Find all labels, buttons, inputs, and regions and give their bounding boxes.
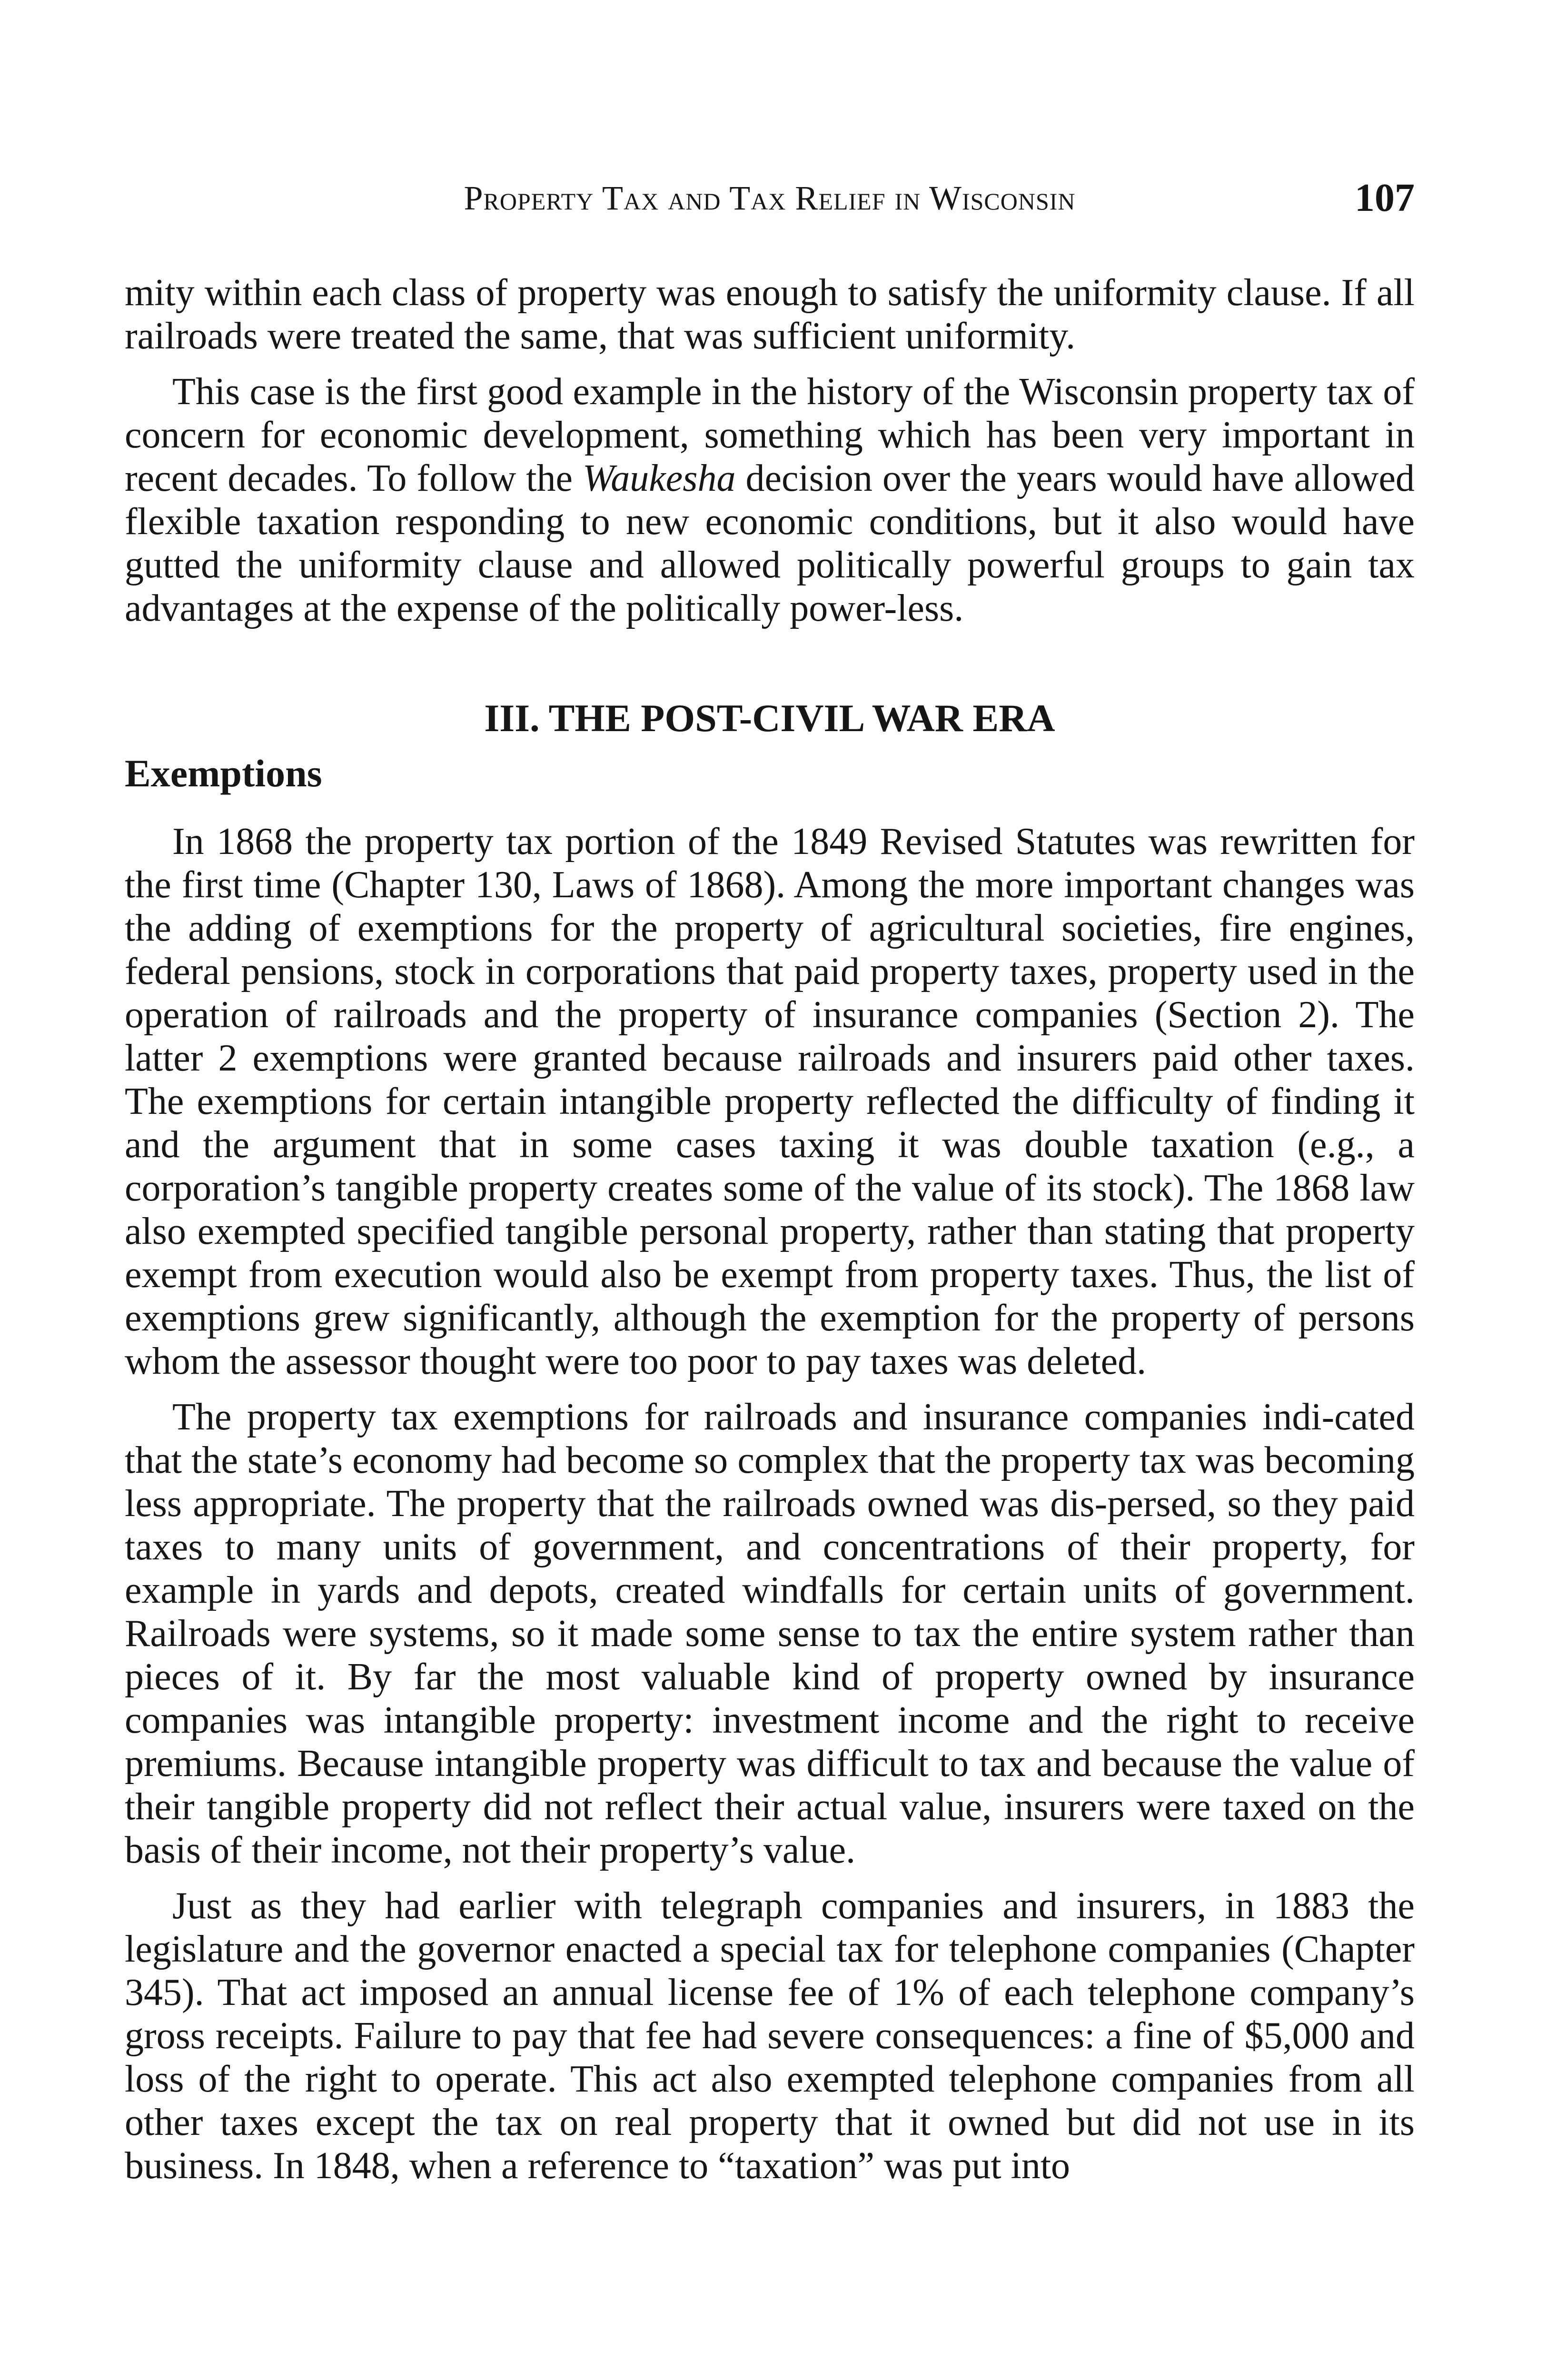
body-text <box>125 271 1415 2188</box>
paragraph-railroads-insurance: The property tax exemptions for railroads and insurance companies indi-cated that the state’s economy had become so complex that the property tax was becoming less appropriate. The property that the railroads owned was dis-persed, so they paid taxes to many units of government, and concentrations of their property, for example in yards and depots, created windfalls for certain units of government. Railroads were systems, so it made some sense to tax the entire system rather than pieces of it. By far the most valuable kind of property owned by insurance companies was intangible property: investment income and the right to receive premiums. Because intangible property was difficult to tax and because the value of their tangible property did not reflect their actual value, insurers were taxed on the basis of their income, not their property’s value. <box>125 1396 1415 1871</box>
paragraph-telephone-tax: Just as they had earlier with telegraph companies and insurers, in 1883 the legislature and the governor enacted a special tax for telephone companies (Chapter 345). That act imposed an annual license fee of 1% of each telephone company’s gross receipts. Failure to pay that fee had severe consequences: a fine of $5,000 and loss of the right to operate. This act also exempted telephone companies from all other taxes except the tax on real property that it owned but did not use in its business. In 1848, when a reference to “taxation” was put into <box>125 1885 1415 2187</box>
page-number: 107 <box>1355 176 1415 220</box>
case-name: Waukesha <box>583 457 736 499</box>
paragraph-1868-revision: In 1868 the property tax portion of the 1849 Revised Statutes was rewritten for the first time (Chapter 130, Laws of 1868). Among the more important changes was the adding of exemptions for the property of agricultural societies, fire engines, federal pensions, stock in corporations that paid property taxes, property used in the operation of railroads and the property of insurance companies (Section 2). The latter 2 exemptions were granted because railroads and insurers paid other taxes. The exemptions for certain intangible property reflected the difficulty of finding it and the argument that in some cases taxing it was double taxation (e.g., a corporation’s tangible property creates some of the value of its stock). The 1868 law also exempted specified tangible personal property, rather than stating that property exempt from execution would also be exempt from property taxes. Thus, the list of exemptions grew significantly, although the exemption for the property of persons whom the assessor thought were too poor to pay taxes was deleted. <box>125 821 1415 1382</box>
subsection-heading: Exemptions <box>125 752 322 795</box>
paragraph-text: decision over the years would have allowed flexible taxation responding to new economic conditions, but it also would have gutted the uniformity clause and allowed politically powerful groups to gain tax advantages at the expense of the politically power-less. <box>125 457 1415 629</box>
paragraph-economic-development <box>125 370 1415 630</box>
running-header <box>125 178 1415 231</box>
section-heading: III. THE POST-CIVIL WAR ERA <box>484 696 1055 740</box>
paragraph-continuation: mity within each class of property was enough to satisfy the uniformity clause. If all railroads were treated the same, that was sufficient uniformity. <box>125 272 1415 357</box>
running-title: Property Tax and Tax Relief in Wisconsin <box>464 179 1076 217</box>
paragraph-text: This case is the first good example in the history of the Wisconsin property tax of concern for economic development, something which has been very important in recent decades. To follow the <box>125 371 1415 499</box>
